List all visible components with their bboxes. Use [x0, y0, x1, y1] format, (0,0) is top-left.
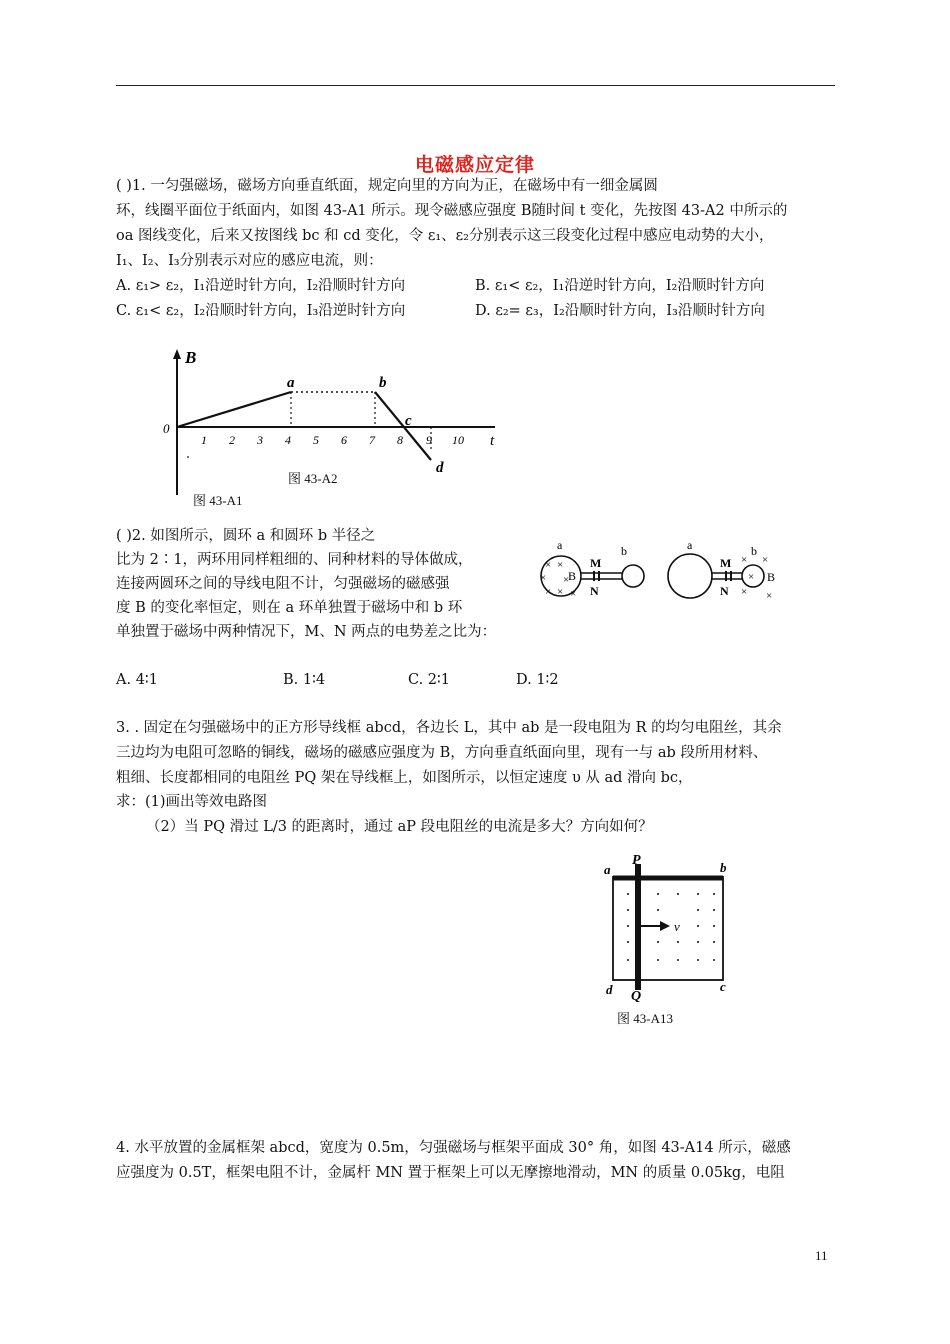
frame-label-d: d: [606, 982, 613, 997]
field-right-label-b: B: [767, 570, 776, 584]
svg-text:×: ×: [557, 559, 564, 571]
q1-line4: I₁、I₂、I₃分别表示对应的感应电流，则：: [116, 253, 383, 269]
ring-left-label-a: a: [557, 538, 563, 552]
graph-tick: 6: [341, 433, 347, 447]
graph-tick: 7: [369, 433, 375, 447]
q3-line3: 粗细、长度都相同的电阻丝 PQ 架在导线框上，如图所示，以恒定速度 υ 从 ad 滑向 bc，: [116, 770, 693, 786]
svg-text:×: ×: [540, 572, 547, 584]
q2-option-a: A. 4∶1: [116, 672, 158, 688]
rings-diagram: [530, 535, 800, 615]
q2-option-b: B. 1∶4: [283, 672, 326, 688]
graph-tick: 1: [201, 433, 207, 447]
q2-line5: 单独置于磁场中两种情况下，M、N 两点的电势差之比为：: [116, 624, 497, 640]
figure-caption-43-a2: 图 43-A2: [288, 471, 338, 486]
svg-text:×: ×: [762, 554, 769, 566]
graph-tick: 2: [229, 433, 235, 447]
q2-option-d: D. 1∶2: [516, 672, 559, 688]
svg-text:×: ×: [748, 571, 755, 583]
svg-text:×: ×: [545, 559, 552, 571]
q2-line4: 度 B 的变化率恒定，则在 a 环单独置于磁场中和 b 环: [116, 600, 463, 616]
q2-line2: 比为 2∶1，两环用同样粗细的、同种材料的导体做成，: [116, 552, 473, 568]
field-left-label-b: B: [568, 569, 577, 583]
graph-tick: 3: [257, 433, 263, 447]
q2-line3: 连接两圆环之间的导线电阻不计，匀强磁场的磁感强: [116, 576, 450, 592]
graph-tick: 9: [426, 433, 432, 447]
figure-caption-43-a1: 图 43-A1: [193, 493, 243, 508]
q1-line3: oa 图线变化，后来又按图线 bc 和 cd 变化，令 ε₁、ε₂分别表示这三段变化过程中感应电动势的大小，: [116, 228, 774, 244]
frame-label-a: a: [604, 862, 611, 877]
q3-line1: 3. . 固定在匀强磁场中的正方形导线框 abcd，各边长 L，其中 ab 是一段电阻为 R 的均匀电阻丝，其余: [116, 720, 782, 736]
q3-line4: 求：(1)画出等效电路图: [116, 794, 268, 810]
square-frame-diagram: [600, 852, 740, 1002]
graph-x-label: t: [490, 433, 495, 449]
q1-option-a: A. ε₁> ε₂，I₁沿逆时针方向，I₂沿顺时针方向: [116, 278, 406, 294]
point-m-left: M: [590, 556, 602, 570]
page-title: 电磁感应定律: [414, 154, 535, 176]
svg-text:×: ×: [741, 554, 748, 566]
frame-label-q: Q: [631, 989, 642, 1002]
q2-option-c: C. 2∶1: [408, 672, 451, 688]
header-rule: [116, 85, 835, 86]
svg-text:×: ×: [545, 586, 552, 598]
figure-caption-43-a13: 图 43-A13: [617, 1011, 673, 1026]
q3-line2: 三边均为电阻可忽略的铜线，磁场的磁感应强度为 B，方向垂直纸面向里，现有一与 ab 段所用材料、: [116, 745, 768, 761]
ring-right-label-b: b: [751, 544, 757, 558]
q1-line1: ( )1. 一匀强磁场，磁场方向垂直纸面，规定向里的方向为正，在磁场中有一细金属圆: [116, 178, 658, 194]
graph-y-label: B: [185, 348, 197, 367]
q1-option-c: C. ε₁< ε₂，I₂沿顺时针方向，I₃沿逆时针方向: [116, 303, 406, 319]
graph-origin-label: 0: [163, 421, 170, 436]
q1-option-b: B. ε₁< ε₂，I₁沿逆时针方向，I₂沿顺时针方向: [475, 278, 765, 294]
svg-text:×: ×: [741, 586, 748, 598]
svg-text:×: ×: [557, 586, 564, 598]
graph-point-c: c: [405, 413, 412, 429]
graph-tick: 5: [313, 433, 319, 447]
frame-label-b: b: [720, 860, 727, 875]
graph-tick: 4: [285, 433, 291, 447]
q1-option-d: D. ε₂= ε₃，I₂沿顺时针方向，I₃沿顺时针方向: [475, 303, 765, 319]
svg-text:×: ×: [766, 590, 773, 602]
q1-line2: 环，线圈平面位于纸面内，如图 43-A1 所示。现令磁感应强度 B随时间 t 变化，先按图 43-A2 中所示的: [116, 203, 788, 219]
graph-point-d: d: [436, 460, 444, 476]
point-n-right: N: [720, 584, 729, 598]
graph-point-a: a: [287, 375, 295, 391]
frame-label-c: c: [720, 979, 726, 994]
q4-line1: 4. 水平放置的金属框架 abcd，宽度为 0.5m，匀强磁场与框架平面成 30° 角，如图 43-A14 所示，磁感: [116, 1140, 791, 1156]
q4-line2: 应强度为 0.5T，框架电阻不计，金属杆 MN 置于框架上可以无摩擦地滑动，MN 的质量 0.05kg，电阻: [116, 1165, 785, 1181]
q3-line5: （2）当 PQ 滑过 L/3 的距离时，通过 aP 段电阻丝的电流是多大？方向如何？: [146, 819, 653, 835]
frame-label-p: P: [632, 853, 641, 868]
velocity-label: v: [674, 919, 680, 934]
q2-line1: ( )2. 如图所示，圆环 a 和圆环 b 半径之: [116, 528, 376, 544]
ring-left-label-b: b: [621, 544, 627, 558]
svg-text:×: ×: [570, 588, 577, 600]
point-m-right: M: [720, 556, 732, 570]
point-n-left: N: [590, 584, 599, 598]
graph-point-b: b: [379, 375, 387, 391]
graph-tick: 10: [452, 433, 464, 447]
svg-text:×: ×: [563, 574, 570, 586]
page-number: 11: [815, 1248, 828, 1263]
ring-right-label-a: a: [687, 538, 693, 552]
graph-tick: 8: [397, 433, 403, 447]
